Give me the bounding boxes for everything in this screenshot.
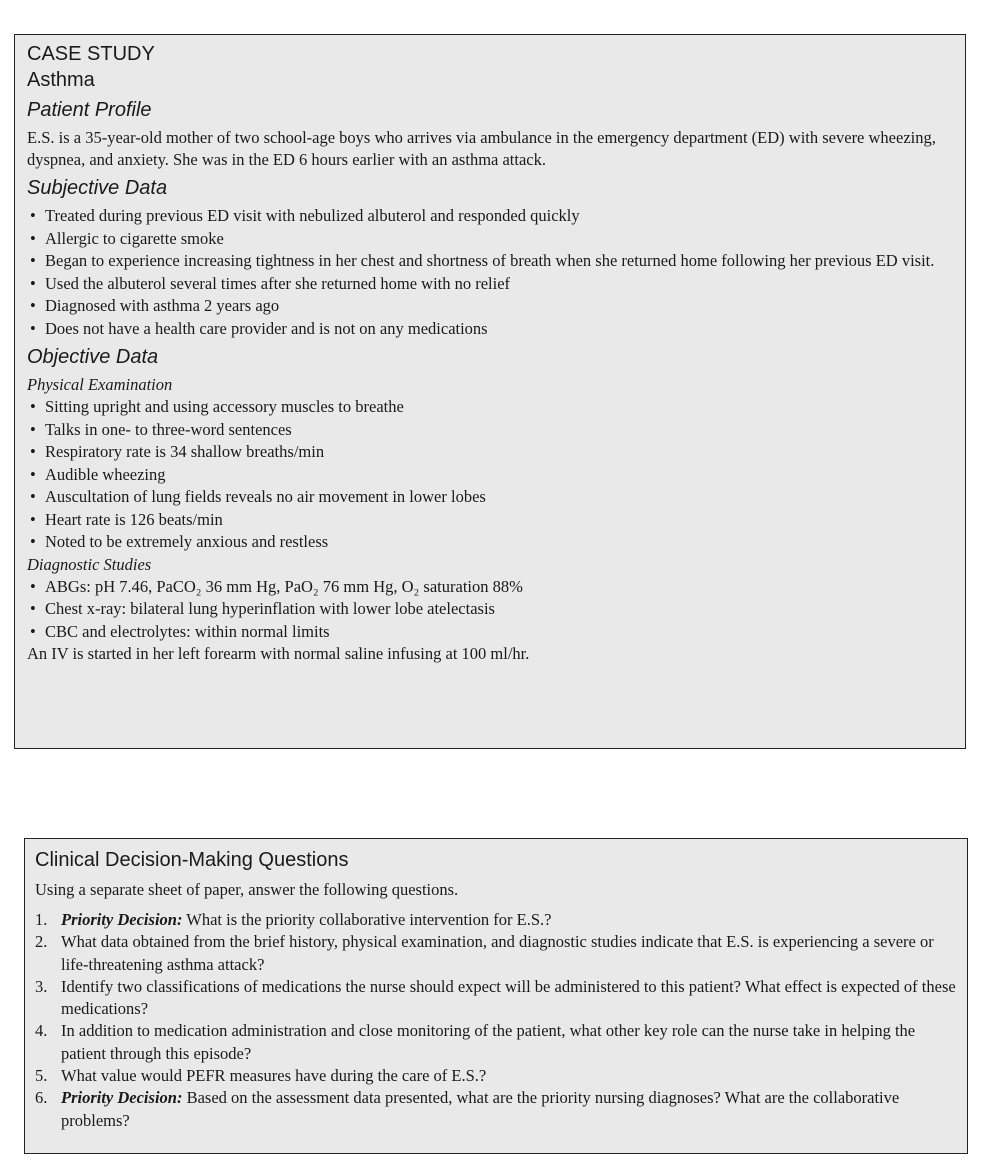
list-item: • Treated during previous ED visit with nebulized albuterol and responded quickly	[27, 205, 953, 228]
condition-title: Asthma	[27, 69, 95, 91]
question-number: 1.	[35, 910, 48, 929]
subjective-data-heading: Subjective Data	[27, 177, 168, 199]
question-number: 4.	[35, 1021, 48, 1041]
physical-exam-heading: Physical Examination	[27, 375, 173, 394]
objective-data-heading: Objective Data	[27, 346, 159, 368]
question-text: What is the priority collaborative intervention for E.S.?	[182, 910, 552, 929]
physical-exam-list	[27, 396, 953, 554]
question-item	[35, 909, 957, 931]
list-item: • Auscultation of lung fields reveals no air movement in lower lobes	[27, 486, 953, 509]
question-item	[35, 976, 957, 1021]
question-item	[35, 931, 957, 976]
list-item: • Does not have a health care provider and is not on any medications	[27, 318, 953, 341]
abg-item: • ABGs: pH 7.46, PaCO₂ 36 mm Hg, PaO₂ 76 mm Hg, O₂ saturation 88%	[27, 576, 953, 599]
list-item: • Audible wheezing	[27, 464, 953, 487]
list-item: • CBC and electrolytes: within normal limits	[27, 621, 953, 644]
case-study-box	[14, 34, 966, 749]
diagnostic-studies-list	[27, 576, 953, 644]
list-item: • Chest x-ray: bilateral lung hyperinflation with lower lobe atelectasis	[27, 598, 953, 621]
patient-profile-text: E.S. is a 35-year-old mother of two school-age boys who arrives via ambulance in the emergency department (ED) with severe wheezing, dyspnea, and anxiety. She was in the ED 6 hours earlier with an asthma attack.	[27, 128, 936, 169]
question-item	[35, 1087, 957, 1132]
question-text: Based on the assessment data presented, what are the priority nursing diagnoses? What are the collaborative problems?	[61, 1088, 900, 1130]
list-item: • Sitting upright and using accessory muscles to breathe	[27, 396, 953, 419]
question-text: In addition to medication administration and close monitoring of the patient, what other key role can the nurse take in helping the patient through this episode?	[61, 1021, 916, 1063]
list-item: • Noted to be extremely anxious and restless	[27, 531, 953, 554]
questions-intro: Using a separate sheet of paper, answer the following questions.	[35, 880, 459, 899]
list-item: • Allergic to cigarette smoke	[27, 228, 953, 251]
case-study-label: CASE STUDY	[27, 43, 155, 65]
questions-list	[35, 909, 957, 1132]
list-item: • Began to experience increasing tightness in her chest and shortness of breath when she returned home following her previous ED visit.	[27, 250, 953, 273]
list-item: • Used the albuterol several times after she returned home with no relief	[27, 273, 953, 296]
question-text: Identify two classifications of medications the nurse should expect will be administered to this patient? What effect is expected of these medications?	[61, 976, 956, 1019]
question-number: 3.	[35, 976, 48, 996]
question-text: What value would PEFR measures have during the care of E.S.?	[61, 1066, 487, 1086]
question-number: 2.	[35, 932, 48, 952]
questions-box	[24, 838, 968, 1154]
question-item	[35, 1065, 957, 1087]
priority-label: Priority Decision:	[61, 1088, 183, 1108]
list-item: • Diagnosed with asthma 2 years ago	[27, 295, 953, 318]
subjective-data-list	[27, 205, 953, 340]
priority-label: Priority Decision:	[61, 910, 183, 929]
question-number: 5.	[35, 1066, 48, 1086]
question-text: What data obtained from the brief history, physical examination, and diagnostic studies indicate that E.S. is experiencing a severe or life-threatening asthma attack?	[61, 932, 934, 974]
diagnostic-studies-heading: Diagnostic Studies	[27, 554, 152, 574]
patient-profile-heading: Patient Profile	[27, 99, 152, 121]
list-item: • Talks in one- to three-word sentences	[27, 419, 953, 442]
list-item: • Respiratory rate is 34 shallow breaths/min	[27, 441, 953, 464]
iv-note: An IV is started in her left forearm with normal saline infusing at 100 ml/hr.	[27, 644, 530, 663]
question-number: 6.	[35, 1088, 48, 1108]
questions-title: Clinical Decision-Making Questions	[35, 849, 349, 871]
question-item	[35, 1020, 957, 1065]
list-item: • Heart rate is 126 beats/min	[27, 509, 953, 532]
